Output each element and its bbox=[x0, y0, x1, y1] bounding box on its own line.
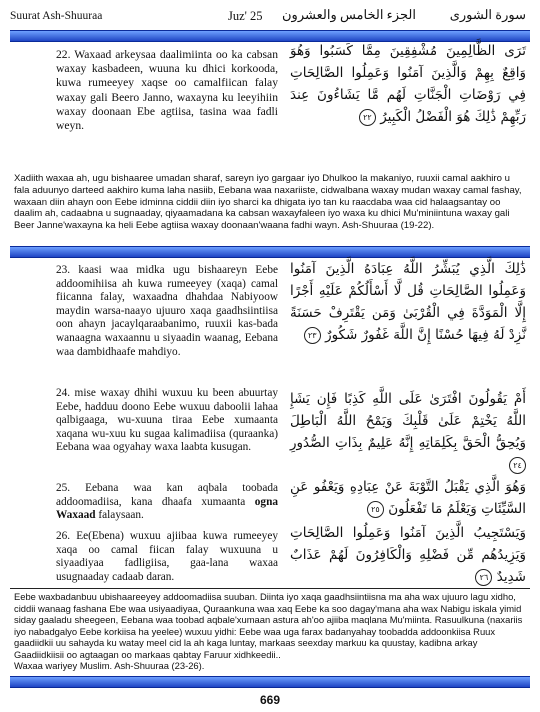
commentary-source: Waxaa wariyey Muslim. Ash-Shuuraa (23-26). bbox=[14, 660, 205, 671]
verse-25-translation: 25. Eebana waa kan aqbala toobada addoomadiisa, kana dhaafa xumaanta ogna Waxaad falaysaan. bbox=[56, 482, 278, 522]
verse-marker-22: ٢٢ bbox=[359, 109, 376, 126]
surah-title-arabic: سورة الشورى bbox=[449, 7, 526, 22]
verse-marker-26: ٢٦ bbox=[475, 569, 492, 586]
commentary-19-22: Xadiith waxaa ah, ugu bishaaree umadan sharaf, sareyn iyo gargaar iyo Dhulkoo la makaniyo, ruuxii camal aakhiro u fala aduunyo darteed aakhiro kuma laha nasiib, Eebana waa naxariiste, cidwalbana waxay mudan waxay camal fashay, waxaan diin ahayn oon Eebe idminna ciddii diin iyo sharci ka dhigata iyo tan ku raacdaba waa cid halaagsantay oo daalim ah, cadaabna u sugnaaday, qiyaamadana ka cabsan waxayfaleen iyo waxa ku dhici Mu'miniintuna waxay gali Beer Janne'waxayna ka heli Eebe agtiisa waxay doonaan'waana fadhi wayn. Ash-Shuuraa (19-22). bbox=[14, 173, 522, 232]
middle-divider-bar bbox=[10, 246, 530, 258]
bottom-divider-bar bbox=[10, 676, 530, 688]
verse-26-translation: 26. Ee(Ebena) wuxuu ajiibaa kuwa rumeeyey xaqa oo camal fiican falay wuxuuna u siyaadiyaa fadligiisa, gaa-lana waxaa usugnaaday cadaab daran. bbox=[56, 530, 278, 583]
juz-label-arabic: الجزء الخامس والعشرون bbox=[282, 7, 416, 22]
page-number: 669 bbox=[259, 693, 281, 707]
verse-24-arabic: أَمْ يَقُولُونَ افْتَرَىٰ عَلَى اللَّهِ كَذِبًا فَإِن يَشَإِ اللَّهُ يَخْتِمْ عَلَىٰ قَلْبِكَ وَيَمْحُ اللَّهُ الْبَاطِلَ وَيُحِقُّ الْحَقَّ بِكَلِمَاتِهِ إِنَّهُ عَلِيمٌ بِذَاتِ الصُّدُورِ ٢٤ bbox=[290, 388, 526, 476]
verse-22-translation: 22. Waxaad arkeysaa daalimiinta oo ka cabsan waxay kasbadeen, wuuna ku dhici korkooda, kuwa rumeeyey xaqse oo camalfiican falay waxay gali Beero Janno, waxayna ku leeyihiin waxay doonaan Ebe agtiisa, tasina waa fadli weyn. bbox=[56, 48, 278, 133]
verse-26-arabic: وَيَسْتَجِيبُ الَّذِينَ آمَنُوا وَعَمِلُوا الصَّالِحَاتِ وَيَزِيدُهُم مِّن فَضْلِهِ وَالْكَافِرُونَ لَهُمْ عَذَابٌ شَدِيدٌ ٢٦ bbox=[290, 525, 526, 585]
verse-22-arabic: تَرَى الظَّالِمِينَ مُشْفِقِينَ مِمَّا كَسَبُوا وَهُوَ وَاقِعٌ بِهِمْ وَالَّذِينَ آمَنُوا وَعَمِلُوا الصَّالِحَاتِ فِي رَوْضَاتِ الْجَنَّاتِ لَهُم مَّا يَشَاءُونَ عِندَ رَبِّهِمْ ذَٰلِكَ هُوَ الْفَضْلُ الْكَبِيرُ ٢٢ bbox=[290, 43, 526, 125]
verse-marker-25: ٢٥ bbox=[367, 501, 384, 518]
juz-label: Juz' 25 bbox=[228, 9, 263, 23]
commentary-23-26: Eebe waxbadanbuu ubishaareeyey addoomadiisa suuban. Diinta iyo xaqa gaadhsiintiisna ma aha wax ujuuro lagu xidho, ciddii wanaag fashana Ebe waa usiyaadiyaa, Quraankuna waa xaq Eebe ka soo dagay'mana aha wax Nabigu iskala yimid siday gaaladu sheegeen, Eebana waa toobad aqbale'xumaan astura ah'oo ajiiba maqlana Mu'miinta. Rasuulkuna (naxariis iyo nabadgalyo Eebe korkiisa ha yeelee) wuxuu yidhi: Eebe waa uga farax badanyahay toobadda addoonkiisa Ruux gaadiidkii uu sahayda ku watay meel cid la ah kaga luntay, markaas seexday markuu ka quustay, kadibna arkay Gaadiidkiisii oo agtaagan oo markaas qabtay Faruur xidhkeedii.. Waxaa wariyey Muslim. Ash-Shuuraa (23-26). bbox=[14, 591, 523, 671]
verse-23-translation: 23. kaasi waa midka ugu bishaareyn Eebe addoomihiisa ah kuwa rumeeyey (xaqa) camal fiicanna falay, waxaadna dhahdaa Nabiyoow maydin warsa-naayo ujuuro xaqa gaadhsiintiisa oon ahayn jacaylqaraabanimo, ruuxii kas-bada wanaagna waxaannu u siyaadin waanag, Eebana waa dambidhaafe mahdiyo. bbox=[56, 264, 278, 358]
verse-marker-23: ٢٣ bbox=[304, 327, 321, 344]
page-header bbox=[10, 6, 530, 28]
commentary-rule bbox=[10, 588, 530, 589]
surah-title: Suurat Ash-Shuuraa bbox=[10, 10, 103, 22]
verse-25-arabic: وَهُوَ الَّذِي يَقْبَلُ التَّوْبَةَ عَنْ عِبَادِهِ وَيَعْفُو عَنِ السَّيِّئَاتِ وَيَعْلَمُ مَا تَفْعَلُونَ ٢٥ bbox=[290, 479, 526, 517]
verse-24-translation: 24. mise waxay dhihi wuxuu ku been abuurtay Eebe, hadduu doono Eebe wuxuu daboolii lahaa qalbigaaga, wu-xuuna tiraa Eebe xumaanta xaqana wu-xuu ku sugaa kalimadiisa (quraanka) Eebana waa ogyahay waxa laabta kusugan. bbox=[56, 387, 278, 454]
verse-23-arabic: ذَٰلِكَ الَّذِي يُبَشِّرُ اللَّهُ عِبَادَهُ الَّذِينَ آمَنُوا وَعَمِلُوا الصَّالِحَاتِ قُل لَّا أَسْأَلُكُمْ عَلَيْهِ أَجْرًا إِلَّا الْمَوَدَّةَ فِي الْقُرْبَىٰ وَمَن يَقْتَرِفْ حَسَنَةً نَّزِدْ لَهُ فِيهَا حُسْنًا إِنَّ اللَّهَ غَفُورٌ شَكُورٌ ٢٣ bbox=[290, 261, 526, 343]
verse-marker-24: ٢٤ bbox=[509, 457, 526, 474]
